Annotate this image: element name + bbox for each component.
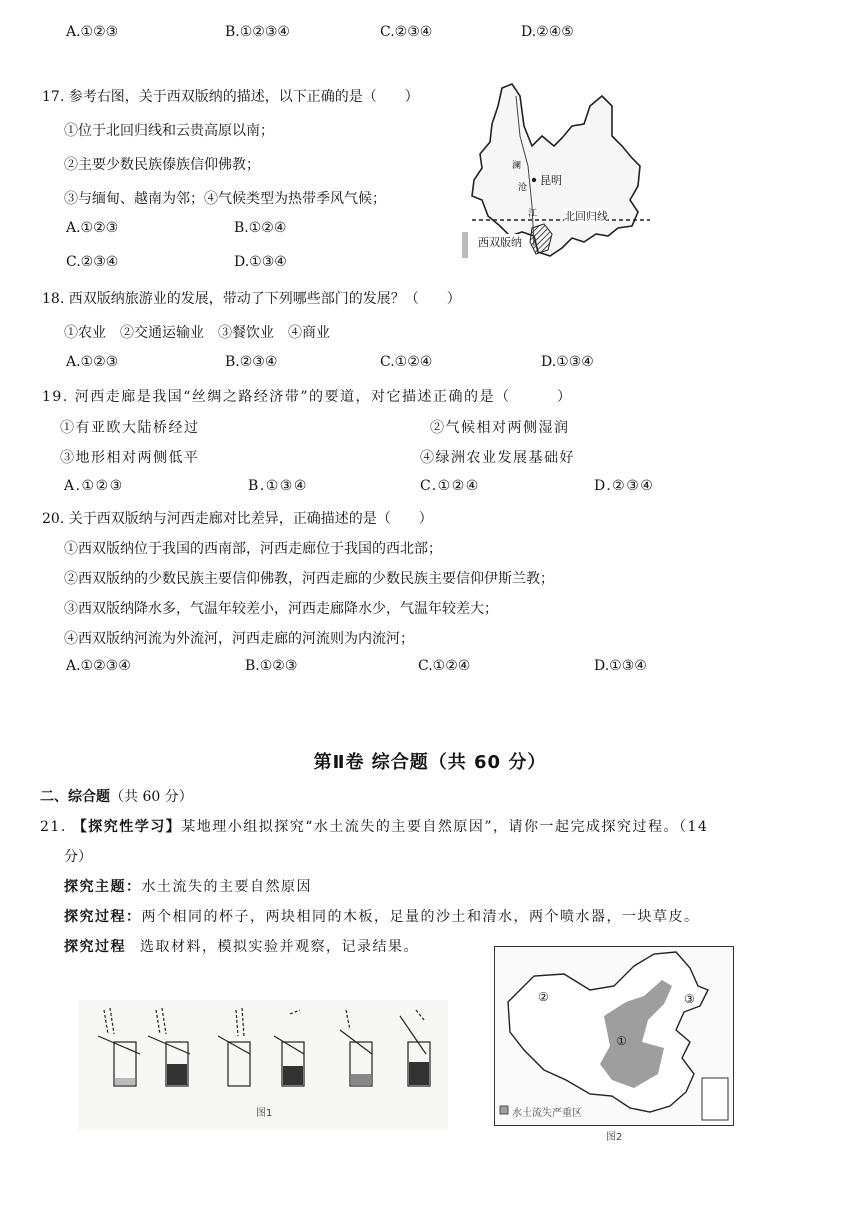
q20-item-2: ②西双版纳的少数民族主要信仰佛教，河西走廊的少数民族主要信仰伊斯兰教； (64, 571, 554, 587)
q21-stem (40, 816, 708, 836)
q18-option-b: B.②③④ (225, 354, 278, 370)
q17-item-2: ②主要少数民族傣族信仰佛教； (64, 157, 260, 173)
map-label-river-2: 沧 (518, 183, 528, 193)
part2-heading-label: 二、综合题 (40, 789, 110, 805)
q19-option-a: A.①②③ (64, 478, 124, 494)
map-label-kunming: 昆明 (540, 174, 562, 187)
figure-2-legend: 水土流失严重区 (512, 1108, 582, 1119)
q19-option-c: C.①②④ (420, 478, 480, 494)
figure-2-label-1: ① (616, 1034, 627, 1048)
map-label-river-1: 澜 (512, 161, 522, 171)
q18-items: ①农业 ②交通运输业 ③餐饮业 ④商业 (64, 325, 330, 341)
q21-process-2 (64, 936, 419, 956)
q18-option-c: C.①②④ (380, 354, 433, 370)
q16-option-b: B.①②③④ (225, 24, 290, 40)
q21-process2-label: 探究过程 (64, 939, 126, 955)
q18-stem: 18. 西双版纳旅游业的发展，带动了下列哪些部门的发展？（ ） (42, 291, 461, 307)
part2-heading-points: （共 60 分） (110, 789, 193, 805)
figure-2-label-2: ② (538, 990, 549, 1004)
q17-item-3: ③与缅甸、越南为邻；④气候类型为热带季风气候； (64, 191, 386, 207)
q19-item-2: ②气候相对两侧湿润 (430, 420, 570, 436)
q19-stem: 19. 河西走廊是我国“丝绸之路经济带”的要道，对它描述正确的是（ ） (42, 389, 573, 405)
q19-item-4: ④绿洲农业发展基础好 (420, 450, 575, 466)
yunnan-map (462, 76, 652, 266)
q17-option-c: C.②③④ (66, 254, 119, 270)
q20-stem: 20. 关于西双版纳与河西走廊对比差异，正确描述的是（ ） (42, 511, 433, 527)
q20-option-d: D.①③④ (594, 658, 647, 674)
q20-item-4: ④西双版纳河流为外流河，河西走廊的河流则为内流河； (64, 631, 414, 647)
q20-option-c: C.①②④ (418, 658, 471, 674)
q16-option-c: C.②③④ (380, 24, 433, 40)
map-label-tropic: 北回归线 (564, 210, 608, 223)
q21-process-label: 探究过程： (64, 909, 142, 925)
q21-theme-text: 水土流失的主要自然原因 (141, 879, 312, 895)
q21-stem-text: 某地理小组拟探究“水土流失的主要自然原因”，请你一起完成探究过程。（14 (181, 819, 709, 835)
q19-item-1: ①有亚欧大陆桥经过 (60, 420, 200, 436)
map-label-xishuangbanna: 西双版纳 (478, 236, 522, 249)
figure-2-svg (494, 946, 734, 1126)
q16-option-d: D.②④⑤ (521, 24, 574, 40)
q21-process (64, 906, 700, 926)
figure-1-caption: 图1 (256, 1108, 273, 1119)
q17-item-1: ①位于北回归线和云贵高原以南； (64, 123, 274, 139)
q19-option-d: D.②③④ (594, 478, 655, 494)
q16-option-a: A.①②③ (66, 24, 119, 40)
q21-stem-cont: 分） (64, 849, 92, 865)
q21-number: 21. (40, 819, 67, 835)
figure-2-caption: 图2 (606, 1132, 623, 1143)
q20-option-b: B.①②③ (245, 658, 298, 674)
q21-tag: 【探究性学习】 (72, 819, 182, 835)
q17-option-d: D.①③④ (234, 254, 287, 270)
q17-option-a: A.①②③ (66, 220, 119, 236)
q21-process2-text: 选取材料，模拟实验并观察，记录结果。 (140, 939, 419, 955)
q17-option-b: B.①②④ (234, 220, 287, 236)
part2-title: 第Ⅱ卷 综合题（共 60 分） (313, 752, 547, 773)
q21-process-text: 两个相同的杯子，两块相同的木板，足量的沙土和清水，两个喷水器，一块草皮。 (141, 909, 700, 925)
q18-option-a: A.①②③ (66, 354, 119, 370)
figure-1 (78, 1000, 448, 1130)
q21-theme-label: 探究主题： (64, 879, 142, 895)
q17-stem: 17. 参考右图，关于西双版纳的描述，以下正确的是（ ） (42, 89, 419, 105)
q18-option-d: D.①③④ (541, 354, 594, 370)
q20-item-1: ①西双版纳位于我国的西南部，河西走廊位于我国的西北部； (64, 541, 442, 557)
q19-option-b: B.①③④ (248, 478, 308, 494)
part2-heading (40, 786, 193, 806)
q20-item-3: ③西双版纳降水多，气温年较差小，河西走廊降水少，气温年较差大； (64, 601, 498, 617)
q19-item-3: ③地形相对两侧低平 (60, 450, 200, 466)
figure-2 (494, 946, 734, 1142)
q20-option-a: A.①②③④ (66, 658, 131, 674)
map-label-river-3: 江 (528, 209, 538, 219)
q21-theme (64, 876, 312, 896)
figure-2-label-3: ③ (684, 992, 695, 1006)
